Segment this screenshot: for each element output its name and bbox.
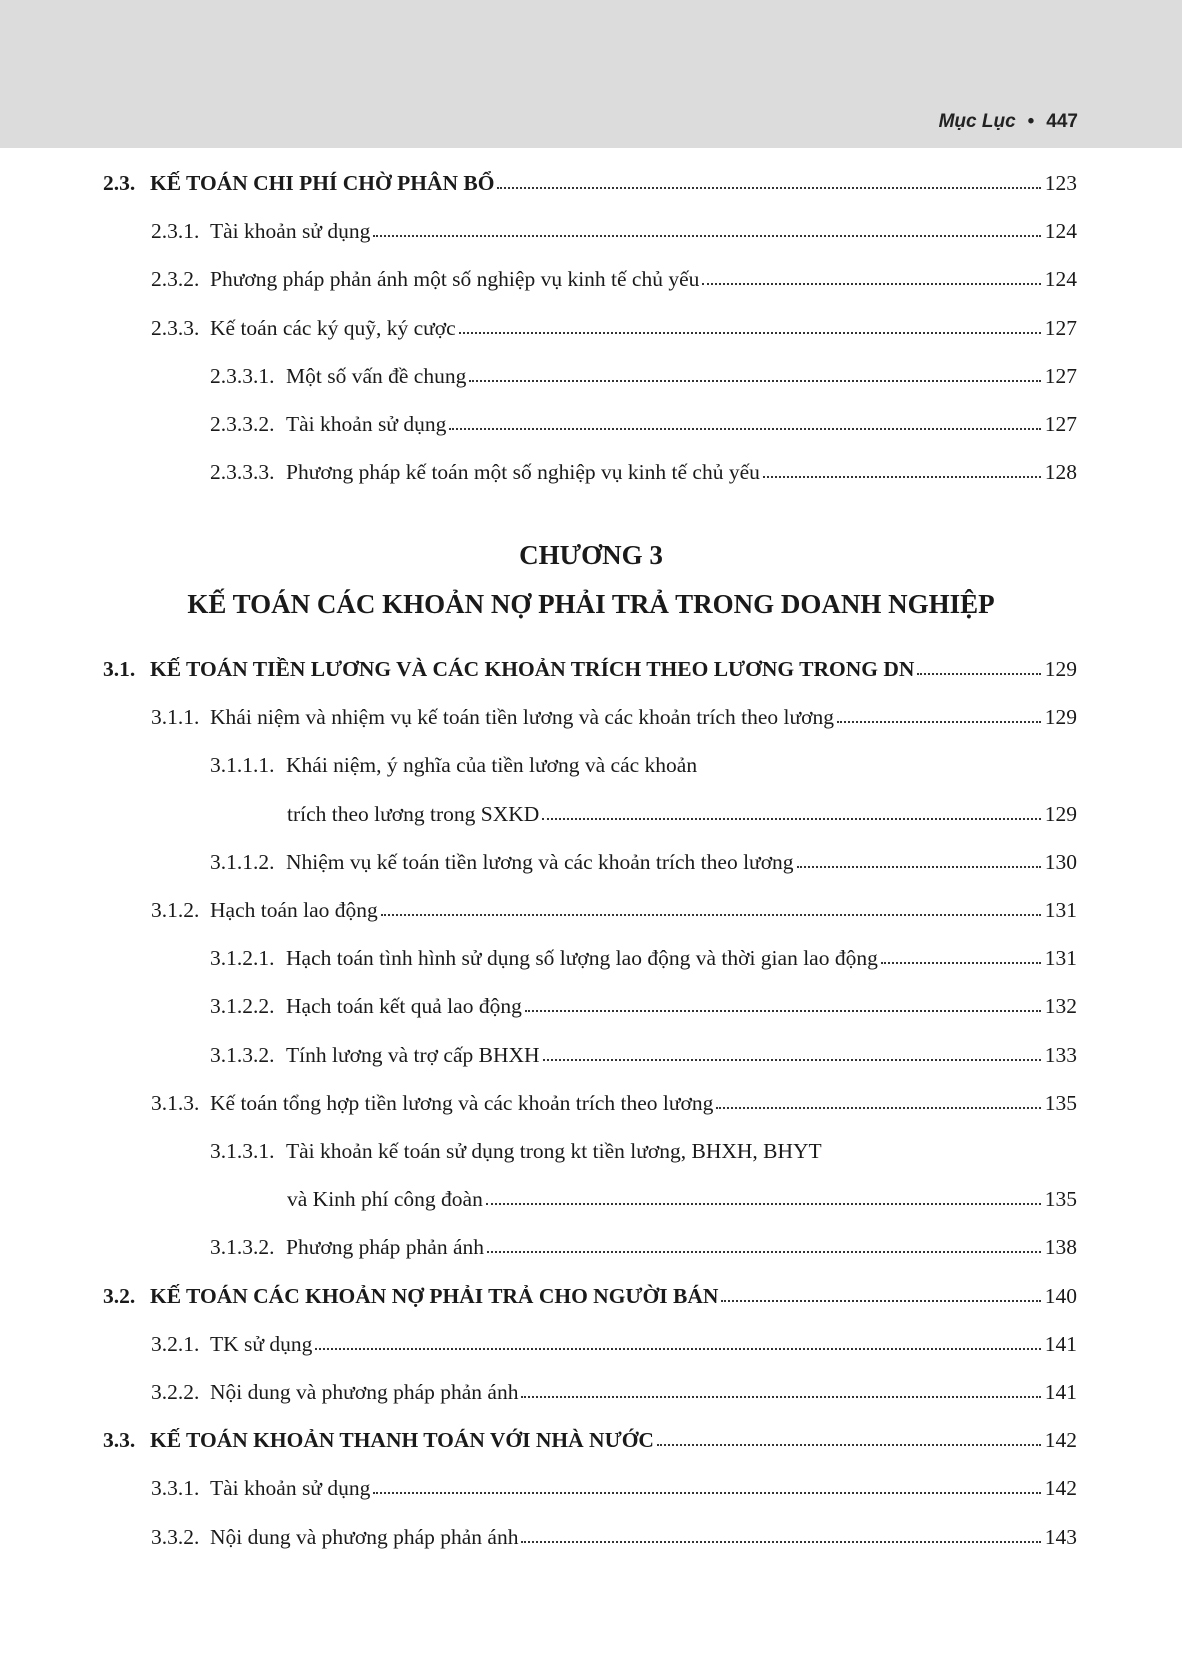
separator-bullet: • <box>1027 111 1035 132</box>
entry-title: trích theo lương trong SXKD <box>287 801 540 826</box>
entry-number: 3.1.2.1. <box>210 946 275 971</box>
dot-leader <box>449 428 1040 430</box>
dot-leader <box>716 1107 1040 1109</box>
entry-number: 2.3.3.1. <box>210 363 275 388</box>
entry-number: 2.3.1. <box>151 219 200 244</box>
entry-title: Phương pháp phản ánh một số nghiệp vụ kinh tế chủ yếu <box>210 267 700 292</box>
dot-leader <box>525 1010 1041 1012</box>
entry-number: 3.1.3.2. <box>210 1235 275 1260</box>
toc-entry[interactable] <box>0 1428 1077 1458</box>
entry-number: 3.1.2. <box>151 898 200 922</box>
toc-entry[interactable] <box>0 1187 1077 1217</box>
entry-title: Tài khoản kế toán sử dụng trong kt tiền lương, BHXH, BHYT <box>286 1139 822 1163</box>
entry-page: 129 <box>1044 657 1077 681</box>
entry-page: 143 <box>1044 1524 1077 1549</box>
entry-title: KẾ TOÁN CHI PHÍ CHỜ PHÂN BỔ <box>150 171 495 195</box>
dot-leader <box>657 1444 1041 1446</box>
entry-title: Tài khoản sử dụng <box>210 219 371 244</box>
entry-number: 3.1. <box>103 657 136 681</box>
entry-number: 3.1.1. <box>151 705 200 730</box>
entry-number: 3.1.3.1. <box>210 1139 275 1163</box>
dot-leader <box>373 1492 1040 1494</box>
entry-title: Kế toán tổng hợp tiền lương và các khoản trích theo lương <box>210 1090 714 1115</box>
entry-page: 138 <box>1044 1235 1077 1260</box>
entry-page: 141 <box>1044 1380 1077 1404</box>
page-number: 447 <box>1046 111 1078 132</box>
toc-entry[interactable] <box>0 1235 1077 1265</box>
entry-page: 124 <box>1044 219 1077 244</box>
toc-entry[interactable] <box>0 1332 1077 1362</box>
toc-entry[interactable] <box>0 898 1077 928</box>
entry-number: 2.3.3.3. <box>210 460 275 485</box>
entry-title: Nội dung và phương pháp phản ánh <box>210 1524 519 1549</box>
entry-title: Hạch toán lao động <box>210 898 378 922</box>
entry-page: 142 <box>1044 1476 1077 1501</box>
entry-title: Một số vấn đề chung <box>286 363 467 388</box>
toc-entry[interactable] <box>0 705 1077 735</box>
entry-page: 129 <box>1044 705 1077 730</box>
entry-title: Hạch toán kết quả lao động <box>286 994 522 1019</box>
entry-number: 3.1.3. <box>151 1090 200 1115</box>
entry-page: 127 <box>1044 315 1077 340</box>
dot-leader <box>521 1541 1040 1543</box>
entry-title: Phương pháp phản ánh <box>286 1235 484 1260</box>
toc-entry[interactable] <box>0 1091 1077 1121</box>
dot-leader <box>881 962 1041 964</box>
entry-page: 135 <box>1044 1090 1077 1115</box>
entry-number: 3.1.1.1. <box>210 753 275 778</box>
toc-entry[interactable] <box>0 753 1077 783</box>
dot-leader <box>702 283 1040 285</box>
toc-entry[interactable] <box>0 1476 1077 1506</box>
entry-page: 133 <box>1044 1042 1077 1067</box>
entry-title: Kế toán các ký quỹ, ký cược <box>210 315 456 340</box>
entry-number: 3.3. <box>103 1428 136 1453</box>
entry-title: Tài khoản sử dụng <box>210 1476 371 1501</box>
entry-title: Khái niệm, ý nghĩa của tiền lương và các khoản <box>286 753 698 778</box>
entry-page: 127 <box>1044 412 1077 436</box>
entry-page: 140 <box>1044 1283 1077 1308</box>
dot-leader <box>373 235 1040 237</box>
toc-entry[interactable] <box>0 1139 1077 1169</box>
dot-leader <box>721 1300 1040 1302</box>
toc-entry[interactable] <box>0 412 1077 442</box>
entry-number: 3.3.2. <box>151 1524 200 1549</box>
entry-page: 131 <box>1044 946 1077 971</box>
entry-number: 2.3.2. <box>151 267 200 292</box>
entry-number: 3.2.1. <box>151 1331 200 1356</box>
entry-title: Nội dung và phương pháp phản ánh <box>210 1380 519 1404</box>
dot-leader <box>459 332 1041 334</box>
dot-leader <box>381 914 1041 916</box>
entry-page: 135 <box>1044 1187 1077 1212</box>
entry-page: 123 <box>1044 171 1077 195</box>
entry-number: 3.1.2.2. <box>210 994 275 1019</box>
entry-number: 3.1.1.2. <box>210 849 275 874</box>
dot-leader <box>917 673 1040 675</box>
entry-title: Hạch toán tình hình sử dụng số lượng lao động và thời gian lao động <box>286 946 878 971</box>
entry-page: 128 <box>1044 460 1077 485</box>
toc-entry[interactable] <box>0 1380 1077 1410</box>
entry-title: KẾ TOÁN CÁC KHOẢN NỢ PHẢI TRẢ CHO NGƯỜI BÁN <box>150 1283 719 1308</box>
toc-entry[interactable] <box>0 1043 1077 1073</box>
dot-leader <box>486 1203 1041 1205</box>
entry-title: TK sử dụng <box>210 1331 313 1356</box>
dot-leader <box>543 1059 1041 1061</box>
section-title: Mục Lục <box>938 111 1016 132</box>
entry-page: 131 <box>1044 898 1077 922</box>
toc-entry[interactable] <box>0 171 1077 201</box>
toc-entry[interactable] <box>0 364 1077 394</box>
entry-page: 124 <box>1044 267 1077 292</box>
running-header <box>939 111 1078 133</box>
entry-page: 130 <box>1044 849 1077 874</box>
chapter-label: CHƯƠNG 3 <box>519 540 663 570</box>
entry-title: và Kinh phí công đoàn <box>287 1187 483 1212</box>
toc-entry[interactable] <box>0 1284 1077 1314</box>
entry-number: 3.1.3.2. <box>210 1042 275 1067</box>
dot-leader <box>497 187 1040 189</box>
toc-entry[interactable] <box>0 1525 1077 1555</box>
dot-leader <box>797 866 1041 868</box>
toc-entry[interactable] <box>0 219 1077 249</box>
entry-number: 2.3.3.2. <box>210 412 275 436</box>
toc-entry[interactable] <box>0 850 1077 880</box>
entry-title: KẾ TOÁN TIỀN LƯƠNG VÀ CÁC KHOẢN TRÍCH THEO LƯƠNG TRONG DN <box>150 657 915 681</box>
toc-entry[interactable] <box>0 946 1077 976</box>
entry-number: 2.3.3. <box>151 315 200 340</box>
dot-leader <box>487 1251 1041 1253</box>
dot-leader <box>521 1396 1040 1398</box>
entry-number: 3.3.1. <box>151 1476 200 1501</box>
dot-leader <box>542 818 1040 820</box>
toc-entry[interactable] <box>0 460 1077 490</box>
entry-page: 142 <box>1044 1428 1077 1453</box>
dot-leader <box>837 721 1041 723</box>
entry-number: 3.2.2. <box>151 1380 200 1404</box>
entry-page: 132 <box>1044 994 1077 1019</box>
toc-entry[interactable] <box>0 267 1077 297</box>
entry-title: Tài khoản sử dụng <box>286 412 447 436</box>
entry-page: 129 <box>1044 801 1077 826</box>
chapter-title: KẾ TOÁN CÁC KHOẢN NỢ PHẢI TRẢ TRONG DOANH NGHIỆP <box>187 589 995 619</box>
entry-title: KẾ TOÁN KHOẢN THANH TOÁN VỚI NHÀ NƯỚC <box>150 1428 654 1453</box>
entry-title: Khái niệm và nhiệm vụ kế toán tiền lương và các khoản trích theo lương <box>210 705 834 730</box>
toc-entry[interactable] <box>0 316 1077 346</box>
toc-entry[interactable] <box>0 657 1077 687</box>
entry-number: 3.2. <box>103 1283 136 1308</box>
entry-page: 127 <box>1044 363 1077 388</box>
toc-entry[interactable] <box>0 802 1077 832</box>
entry-title: Nhiệm vụ kế toán tiền lương và các khoản trích theo lương <box>286 849 794 874</box>
entry-number: 2.3. <box>103 171 136 195</box>
toc-entry[interactable] <box>0 994 1077 1024</box>
dot-leader <box>469 380 1040 382</box>
page-header <box>0 0 1182 148</box>
entry-page: 141 <box>1044 1331 1077 1356</box>
entry-title: Phương pháp kế toán một số nghiệp vụ kinh tế chủ yếu <box>286 460 760 485</box>
dot-leader <box>315 1348 1040 1350</box>
dot-leader <box>763 476 1041 478</box>
entry-title: Tính lương và trợ cấp BHXH <box>286 1042 540 1067</box>
